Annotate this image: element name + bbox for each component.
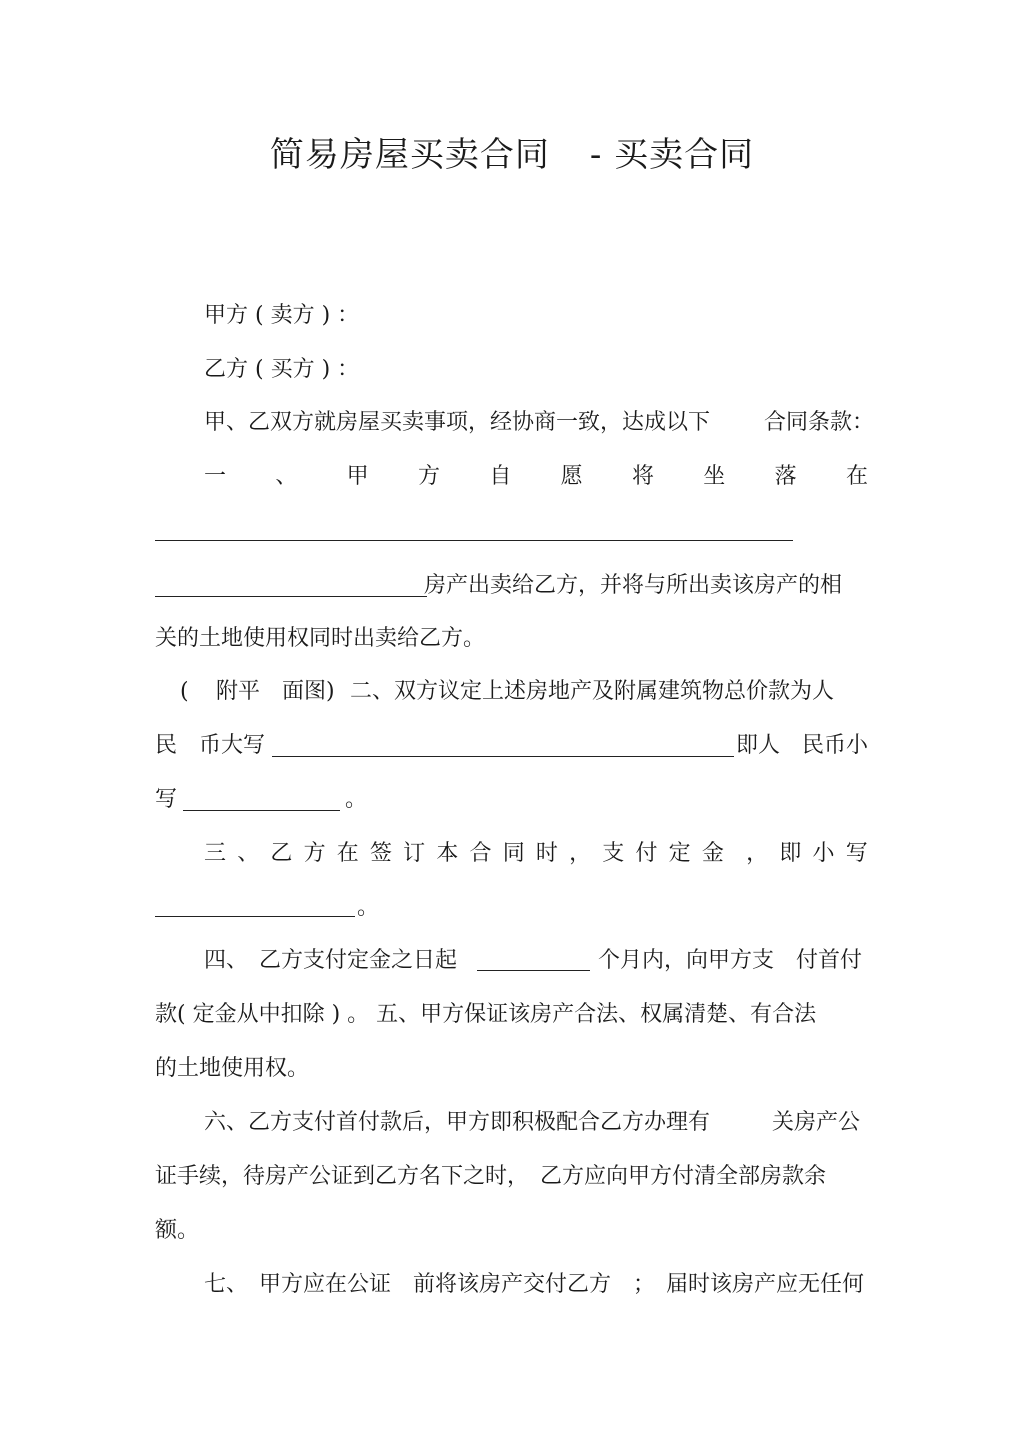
- heading-char: 在: [845, 464, 868, 489]
- heading-char: 小: [812, 841, 835, 866]
- heading-char: 甲: [346, 464, 369, 489]
- clause-2-write: 写: [155, 787, 178, 812]
- heading-char: ，: [569, 841, 592, 866]
- blank-months: [477, 970, 590, 971]
- clause-2-paren: (: [180, 679, 189, 704]
- intro-text-end: 合同条款：: [764, 410, 875, 435]
- heading-char: 三: [204, 841, 227, 866]
- heading-char: 合: [469, 841, 492, 866]
- clause-7-text: 七、 甲方应在公证 前将该房产交付乙方 ； 届时该房产应无任何: [204, 1272, 865, 1297]
- clause-3-end: 。: [357, 895, 380, 920]
- heading-char: 支: [602, 841, 625, 866]
- blank-price-upper: [272, 756, 734, 757]
- clause-2-rmb-upper: 民 币大写: [155, 733, 266, 758]
- heading-char: 定: [668, 841, 691, 866]
- heading-char: 写: [845, 841, 868, 866]
- heading-char: ，: [746, 841, 769, 866]
- clause-4-text-2: 个月内，向甲方支 付首付: [598, 948, 863, 973]
- heading-char: 、: [237, 841, 260, 866]
- page-title: [0, 134, 1024, 176]
- heading-char: 、: [275, 464, 298, 489]
- heading-char: 自: [489, 464, 512, 489]
- heading-char: 在: [336, 841, 359, 866]
- heading-char: 愿: [560, 464, 583, 489]
- blank-deposit: [155, 916, 355, 917]
- heading-char: 同: [502, 841, 525, 866]
- heading-char: 方: [303, 841, 326, 866]
- clause-1-heading: [204, 464, 868, 490]
- clause-6-end: 额。: [155, 1218, 200, 1243]
- heading-char: 乙: [270, 841, 293, 866]
- heading-char: 方: [417, 464, 440, 489]
- heading-char: 时: [535, 841, 558, 866]
- clause-6-text-3: 证手续，待房产公证到乙方名下之时， 乙方应向甲方付清全部房款余: [155, 1164, 827, 1189]
- heading-char: 金: [701, 841, 724, 866]
- clause-1-text-end: 关的土地使用权同时出卖给乙方。: [155, 626, 486, 651]
- heading-char: 签: [369, 841, 392, 866]
- heading-char: 付: [635, 841, 658, 866]
- title-sub: - 买卖合同: [589, 135, 755, 175]
- clause-4-5-text: 款( 定金从中扣除 ) 。 五、甲方保证该房产合法、权属清楚、有合法: [155, 1002, 817, 1027]
- blank-location-line-2: [155, 596, 427, 597]
- heading-char: 落: [774, 464, 797, 489]
- clause-2-end: 。: [345, 787, 368, 812]
- intro-text: 甲、乙双方就房屋买卖事项，经协商一致，达成以下: [204, 410, 711, 435]
- blank-location-line: [155, 540, 793, 541]
- clause-3-heading: [204, 841, 868, 867]
- blank-price-lower: [183, 810, 340, 811]
- title-main: 简易房屋买卖合同: [269, 135, 550, 175]
- heading-char: 即: [779, 841, 802, 866]
- clause-6-text-2: 关房产公: [772, 1110, 861, 1135]
- party-a-line: 甲方 ( 卖方 ) ：: [204, 303, 360, 328]
- heading-char: 订: [403, 841, 426, 866]
- clause-6-text: 六、乙方支付首付款后，甲方即积极配合乙方办理有: [204, 1110, 711, 1135]
- heading-char: 本: [436, 841, 459, 866]
- clause-4-text: 四、 乙方支付定金之日起: [204, 948, 458, 973]
- clause-2-attachment: 附平 面图): [216, 679, 335, 704]
- heading-char: 坐: [703, 464, 726, 489]
- heading-char: 将: [631, 464, 654, 489]
- clause-5-end: 的土地使用权。: [155, 1056, 310, 1081]
- clause-2-rmb-lower: 即人 民币小: [736, 733, 869, 758]
- heading-char: 一: [204, 464, 227, 489]
- clause-2-text: 二、双方议定上述房地产及附属建筑物总价款为人: [350, 679, 835, 704]
- party-b-line: 乙方 ( 买方 ) ：: [204, 357, 360, 382]
- clause-1-text: 房产出卖给乙方，并将与所出卖该房产的相: [424, 573, 843, 598]
